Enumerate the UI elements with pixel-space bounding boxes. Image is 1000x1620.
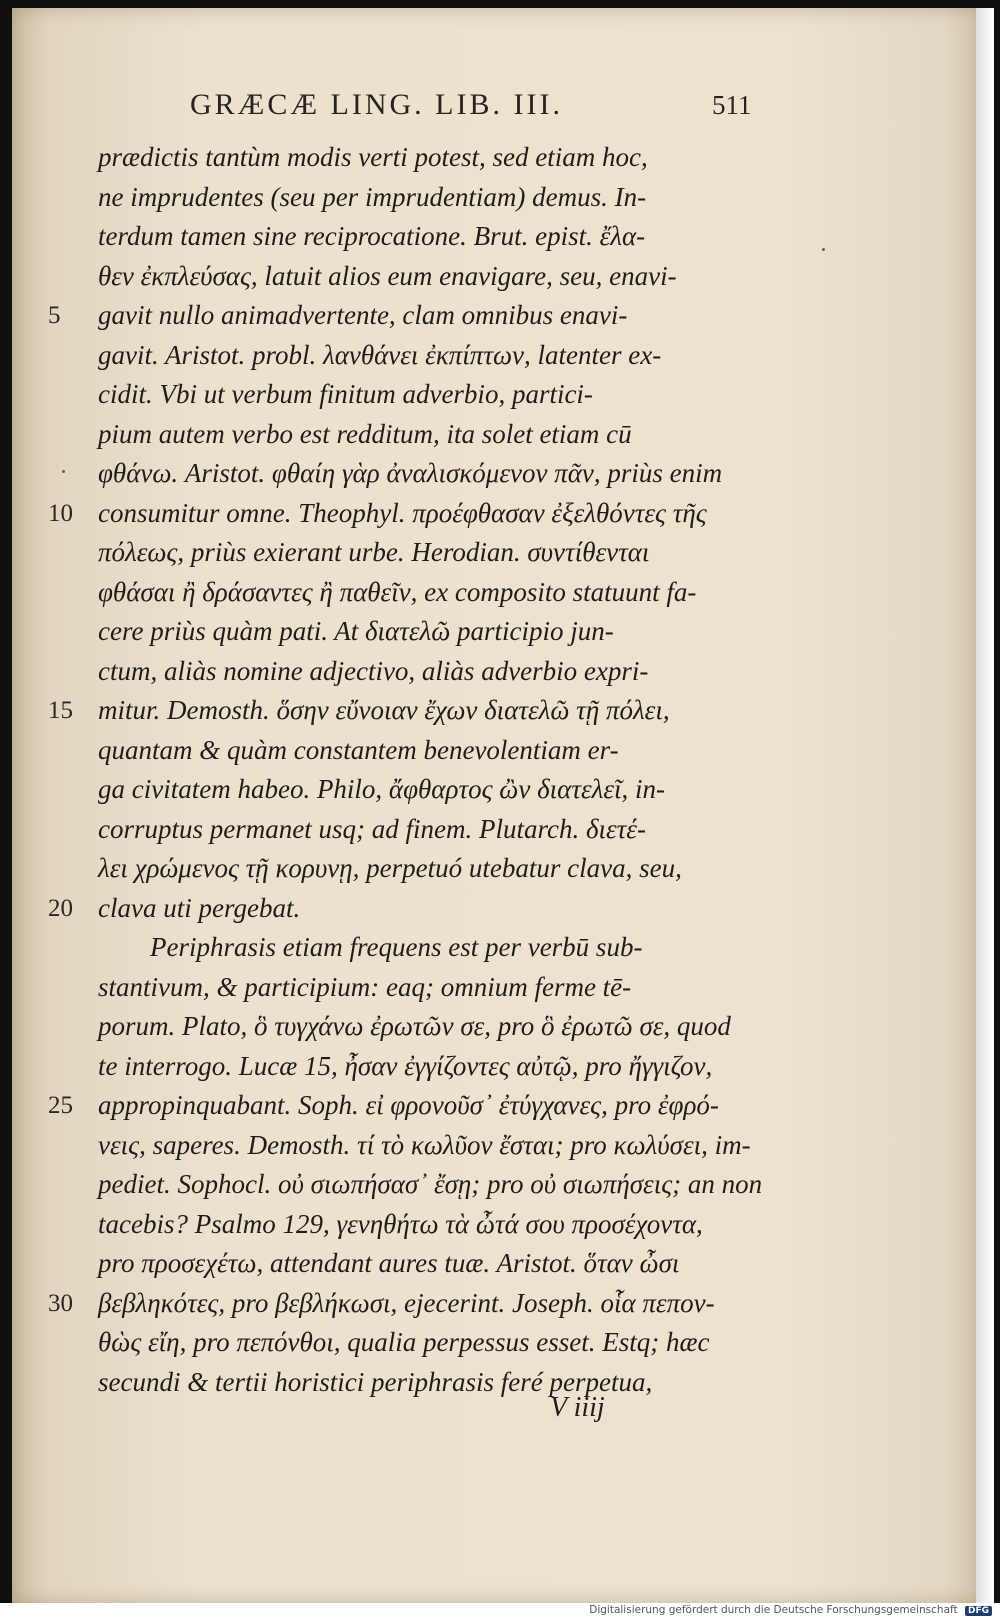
line-text: appropinquabant. Soph. εἰ φρονοῦσ᾽ ἐτύγχανες, pro ἐφρό- — [98, 1090, 719, 1120]
dfg-logo: DFG — [965, 1606, 992, 1616]
text-line — [98, 1244, 778, 1284]
text-line — [98, 375, 778, 415]
line-text: θὼς εἴη, pro πεπόνθοι, qualia perpessus esset. Estq; hæc — [98, 1327, 710, 1357]
text-line — [98, 1323, 778, 1363]
text-line — [48, 691, 778, 731]
text-line — [98, 1363, 778, 1403]
line-text: stantivum, & participium: eaq; omnium ferme tē- — [98, 971, 632, 1002]
line-text: pediet. Sophocl. οὐ σιωπήσασ᾽ ἔσῃ; pro οὐ σιωπήσεις; an non — [98, 1169, 763, 1199]
text-line — [98, 928, 778, 968]
line-text: mitur. Demosth. ὅσην εὔνοιαν ἔχων διατελῶ τῇ πόλει, — [98, 695, 670, 725]
page-number: 511 — [712, 90, 752, 120]
line-number: 5 — [48, 302, 61, 329]
text-line — [98, 1047, 778, 1087]
text-line — [48, 1086, 778, 1126]
text-line — [98, 454, 778, 494]
text-line — [48, 296, 778, 336]
line-text: te interrogo. Lucæ 15, ἦσαν ἐγγίζοντες αὐτῷ, pro ἤγγιζον, — [98, 1050, 713, 1081]
line-text: gavit. Aristot. probl. λανθάνει ἐκπίπτων, latenter ex- — [98, 339, 662, 370]
text-line — [98, 770, 778, 810]
text-line — [98, 533, 778, 573]
line-text: prædictis tantùm modis verti potest, sed etiam hoc, — [98, 142, 648, 172]
line-number: 30 — [48, 1289, 73, 1317]
line-text: porum. Plato, ὃ τυγχάνω ἐρωτῶν σε, pro ὃ ἐρωτῶ σε, quod — [98, 1011, 731, 1041]
text-line — [98, 612, 778, 652]
text-line — [48, 889, 778, 929]
text-line — [48, 494, 778, 534]
line-number: 15 — [48, 697, 73, 724]
line-text: πόλεως, priùs exierant urbe. Herodian. συντίθενται — [98, 537, 650, 567]
line-text: tacebis? Psalmo 129, γενηθήτω τὰ ὦτά σου προσέχοντα, — [98, 1208, 703, 1239]
page-edge — [976, 8, 994, 1603]
line-text: βεβληκότες, pro βεβλήκωσι, ejecerint. Joseph. οἷα πεπον- — [98, 1287, 715, 1318]
line-text: terdum tamen sine reciprocatione. Brut. epist. ἔλα- — [98, 221, 646, 251]
line-text: quantam & quàm constantem benevolentiam er- — [98, 734, 619, 765]
text-line — [98, 336, 778, 376]
text-line — [98, 810, 778, 850]
paper-speck — [62, 470, 65, 473]
line-text: ctum, aliàs nomine adjectivo, aliàs adverbio expri- — [98, 655, 649, 686]
text-line — [98, 178, 778, 218]
line-text: φθάνω. Aristot. φθαίη γὰρ ἀναλισκόμενον πᾶν, priùs enim — [98, 458, 723, 488]
paper-speck — [822, 248, 825, 251]
line-text: cere priùs quàm pati. At διατελῶ participio jun- — [98, 616, 614, 646]
line-number: 10 — [48, 499, 73, 527]
text-block — [48, 138, 778, 1402]
text-line — [98, 573, 778, 613]
text-line — [98, 1165, 778, 1205]
line-text: clava uti pergebat. — [98, 892, 301, 923]
text-line — [98, 1205, 778, 1245]
text-line — [98, 1126, 778, 1166]
line-text: φθάσαι ἢ δράσαντες ἢ παθεῖν, ex composito statuunt fa- — [98, 576, 697, 607]
text-line — [98, 731, 778, 771]
line-text: gavit nullo animadvertente, clam omnibus enavi- — [98, 300, 628, 330]
text-line — [98, 217, 778, 257]
line-text: ga civitatem habeo. Philo, ἄφθαρτος ὢν διατελεῖ, in- — [98, 774, 665, 804]
line-text: θεν ἐκπλεύσας, latuit alios eum enavigare, seu, enavi- — [98, 260, 677, 291]
text-line — [98, 138, 778, 178]
line-number: 20 — [48, 894, 73, 922]
text-line — [48, 1284, 778, 1324]
footer-credit-text: Digitalisierung gefördert durch die Deutsche Forschungsgemeinschaft — [589, 1604, 958, 1616]
line-text: cidit. Vbi ut verbum finitum adverbio, partici- — [98, 379, 593, 409]
text-line — [98, 652, 778, 692]
line-text: pro προσεχέτω, attendant aures tuæ. Aristot. ὅταν ὦσι — [98, 1248, 680, 1278]
line-text: pium autem verbo est redditum, ita solet etiam cū — [98, 418, 632, 449]
text-line — [98, 1007, 778, 1047]
line-text: νεις, saperes. Demosth. τί τὸ κωλῦον ἔσται; pro κωλύσει, im- — [98, 1129, 751, 1160]
line-text: corruptus permanet usq; ad finem. Plutarch. διετέ- — [98, 813, 646, 844]
text-line — [98, 415, 778, 455]
text-line — [98, 968, 778, 1008]
footer-credit — [589, 1604, 992, 1616]
line-number: 25 — [48, 1092, 73, 1119]
line-text: ne imprudentes (seu per imprudentiam) demus. In- — [98, 181, 647, 212]
text-line — [98, 257, 778, 297]
line-text: consumitur omne. Theophyl. προέφθασαν ἐξελθόντες τῆς — [98, 497, 707, 528]
text-line — [98, 849, 778, 889]
line-text: Periphrasis etiam frequens est per verbū sub- — [150, 932, 643, 962]
line-text: λει χρώμενος τῇ κορυνῃ, perpetuó utebatur clava, seu, — [98, 853, 682, 883]
line-text: secundi & tertii horistici periphrasis feré perpetua, — [98, 1366, 653, 1397]
signature-mark: V iiij — [550, 1392, 605, 1423]
running-head: GRÆCÆ LING. LIB. III. — [190, 88, 563, 121]
